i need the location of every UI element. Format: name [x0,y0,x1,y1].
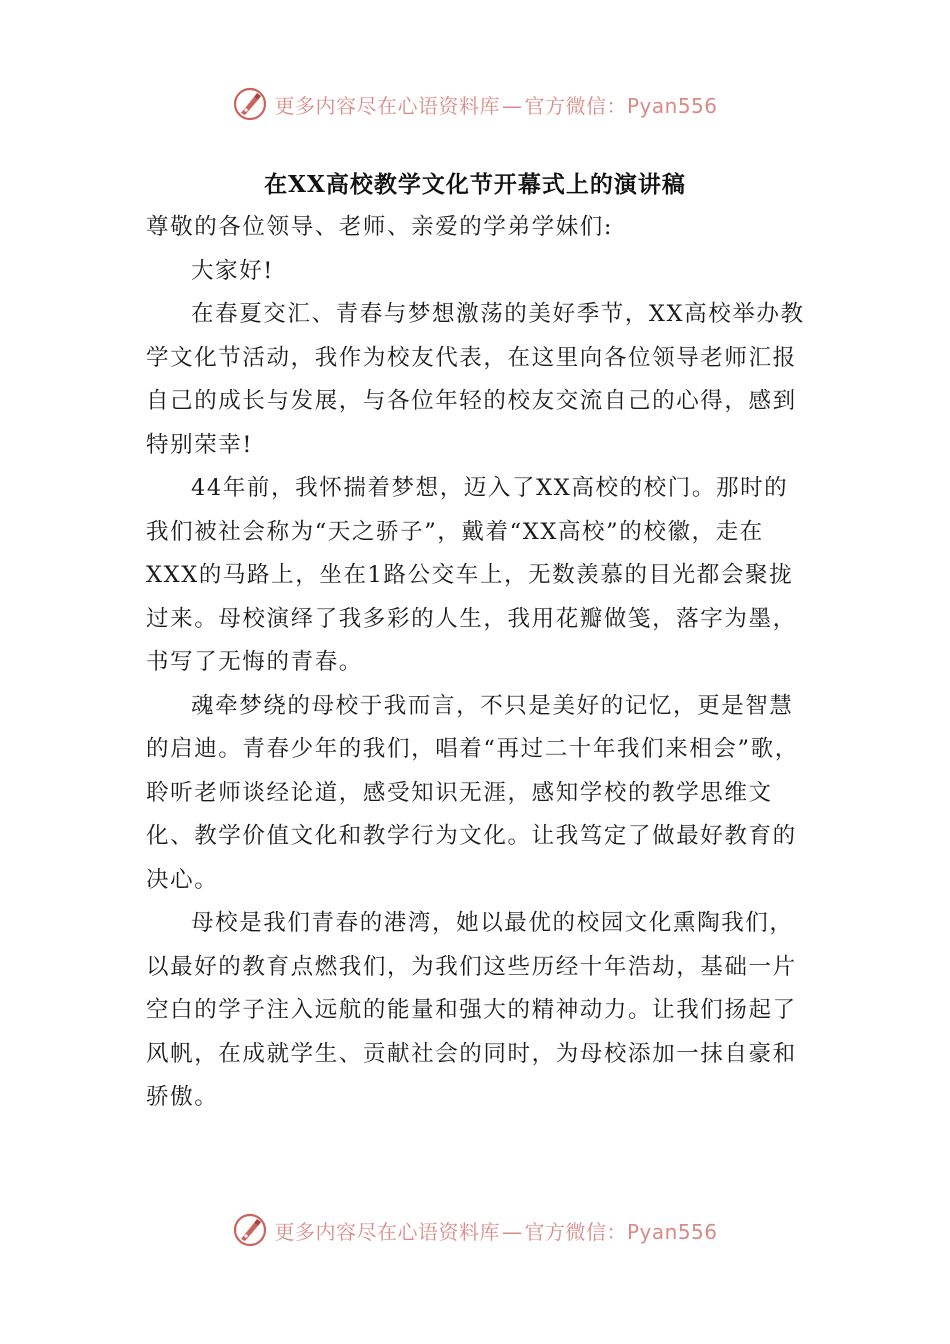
watermark-text [274,90,717,119]
watermark-contact-label: 官方微信： [524,93,627,118]
watermark-contact-id: Pyan556 [626,93,718,118]
paragraph-greeting: 大家好! [191,257,274,284]
paragraph-3: 魂牵梦绕的母校于我而言，不只是美好的记忆，更是智慧的启迪。青春少年的我们，唱着“再过二十年我们来相会”歌，聆听老师谈经论道，感受知识无涯，感知学校的教学思维文化、教学价值文化和教学行为文化。让我笃定了做最好教育的决心。 [146,692,799,893]
footer-watermark [0,1208,950,1252]
pen-nib-circle-icon [232,86,268,122]
pen-nib-circle-icon [232,1212,268,1248]
watermark-text [274,1216,717,1245]
paragraph-4: 母校是我们青春的港湾，她以最优的校园文化熏陶我们，以最好的教育点燃我们，为我们这些历经十年浩劫，基础一片空白的学子注入远航的能量和强大的精神动力。让我们扬起了风帆，在成就学生、贡献社会的同时，为母校添加一抹自豪和骄傲。 [146,910,797,1110]
paragraph-1: 在春夏交汇、青春与梦想激荡的美好季节，XX高校举办教学文化节活动，我作为校友代表，在这里向各位领导老师汇报自己的成长与发展，与各位年轻的校友交流自己的心得，感到特别荣幸! [146,301,805,458]
watermark-brand: 更多内容尽在心语资料库 [274,1219,500,1244]
watermark-dash: — [501,1219,523,1244]
salutation: 尊敬的各位领导、老师、亲爱的学弟学妹们: [146,214,614,240]
watermark-contact-label: 官方微信： [524,1219,627,1244]
document-title: 在XX高校教学文化节开幕式上的演讲稿 [264,171,686,198]
watermark-dash: — [501,93,523,118]
watermark-contact-id: Pyan556 [626,1219,718,1244]
paragraph-2: 44年前，我怀揣着梦想，迈入了XX高校的校门。那时的我们被社会称为“天之骄子”，戴着“XX高校”的校徽，走在XXX的马路上，坐在1路公交车上，无数羡慕的目光都会聚拢过来。母校演绎了我多彩的人生，我用花瓣做笺，落字为墨，书写了无悔的青春。 [146,475,797,675]
watermark-brand: 更多内容尽在心语资料库 [274,93,500,118]
header-watermark [0,82,950,126]
document-body [146,206,806,1120]
